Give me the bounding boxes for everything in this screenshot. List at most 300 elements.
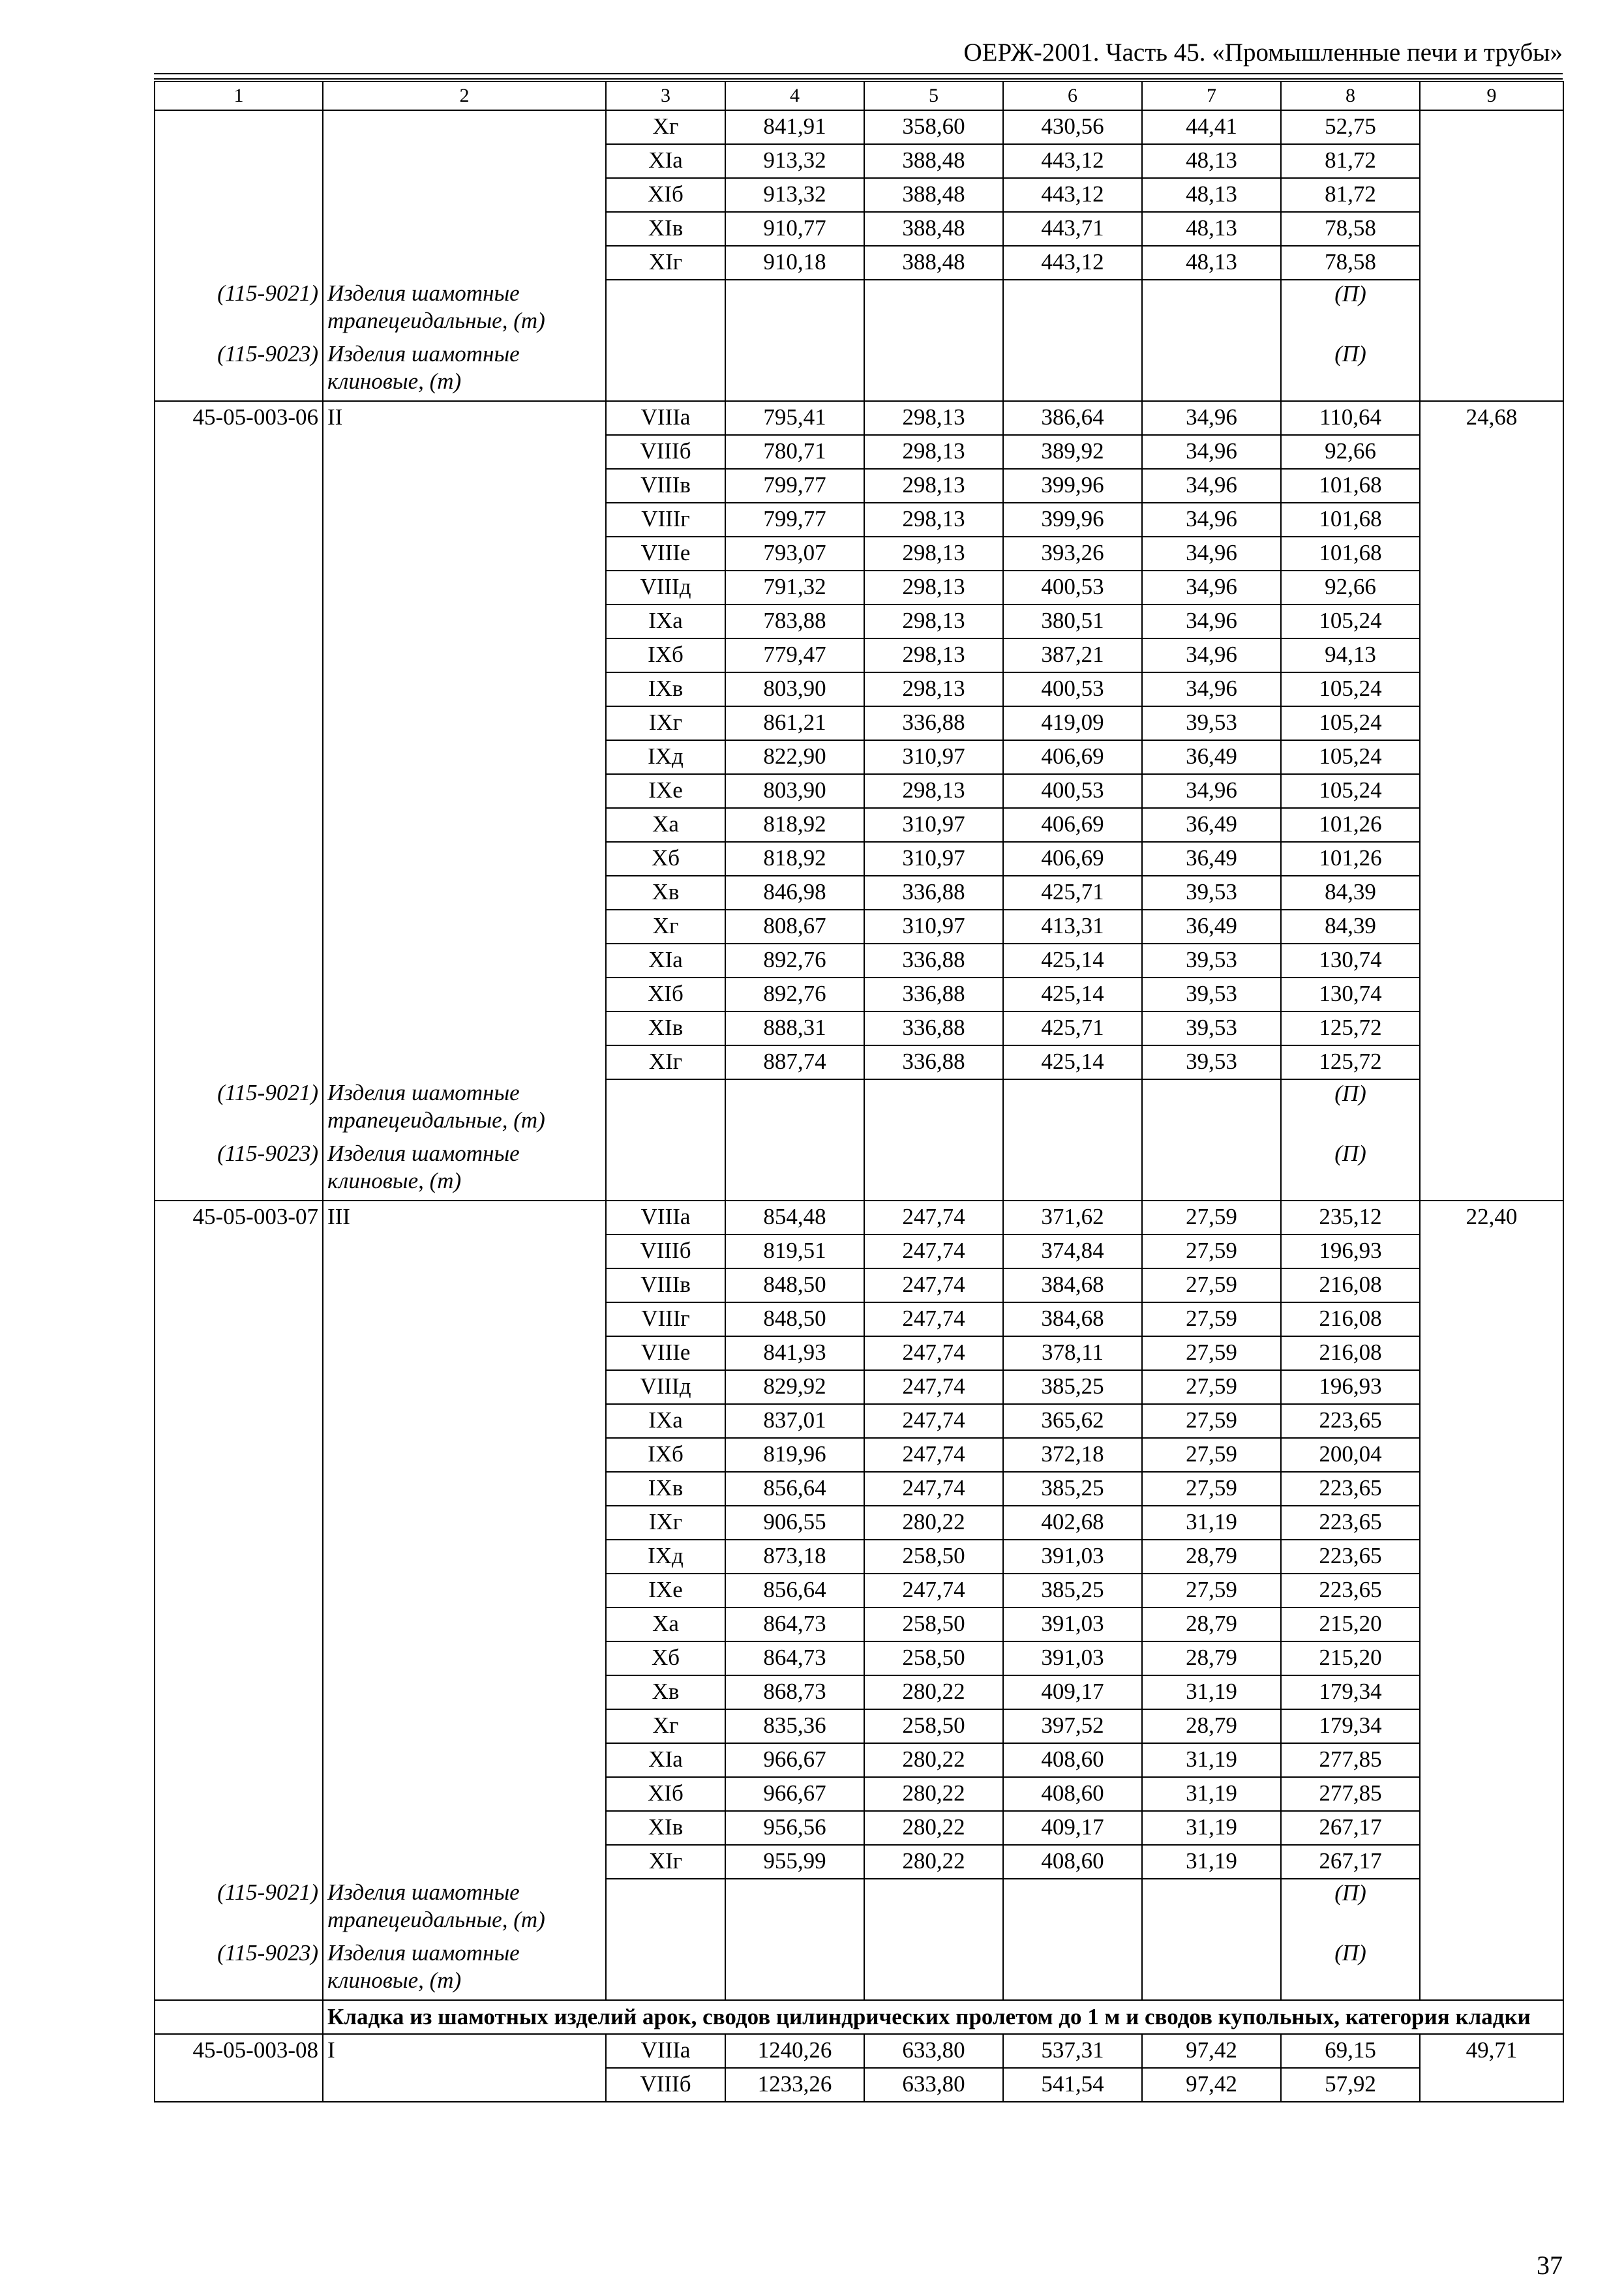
data-cell: 223,65 [1281,1574,1420,1608]
column-number: 3 [606,82,725,110]
column-number: 6 [1003,82,1142,110]
data-cell: 258,50 [864,1641,1003,1675]
empty-cell [323,1743,606,1777]
data-cell: 31,19 [1142,1811,1281,1845]
empty-cell [323,1675,606,1709]
data-cell: 247,74 [864,1234,1003,1268]
price-table [154,81,1564,2102]
data-cell: 105,24 [1281,774,1420,808]
empty-cell [725,1939,864,2000]
data-cell: 822,90 [725,740,864,774]
data-cell: 406,69 [1003,842,1142,876]
data-cell: 215,20 [1281,1641,1420,1675]
data-cell: IХб [606,1438,725,1472]
empty-cell [323,1608,606,1641]
data-cell: 48,13 [1142,212,1281,246]
empty-cell [323,571,606,605]
empty-cell [725,1079,864,1140]
data-cell: 34,96 [1142,469,1281,503]
data-cell: 52,75 [1281,110,1420,144]
column-number: 7 [1142,82,1281,110]
data-cell: 848,50 [725,1268,864,1302]
empty-cell [155,876,323,910]
data-cell: 443,71 [1003,212,1142,246]
data-cell: 391,03 [1003,1540,1142,1574]
data-cell: 386,64 [1003,401,1142,435]
data-cell: 336,88 [864,978,1003,1011]
data-cell: 955,99 [725,1845,864,1879]
column-number: 2 [323,82,606,110]
empty-cell [1420,1438,1563,1472]
data-cell: 36,49 [1142,808,1281,842]
data-cell: 247,74 [864,1370,1003,1404]
empty-cell [725,1879,864,1939]
data-cell: 808,67 [725,910,864,944]
resource-qty: (П) [1281,280,1420,340]
data-cell: 258,50 [864,1709,1003,1743]
empty-cell [1420,212,1563,246]
data-cell: 841,93 [725,1336,864,1370]
data-cell: 799,77 [725,469,864,503]
data-cell: Хб [606,842,725,876]
data-cell: 633,80 [864,2068,1003,2102]
resource-row [155,280,1563,340]
data-cell: 125,72 [1281,1011,1420,1045]
data-cell: IХг [606,706,725,740]
data-cell: 846,98 [725,876,864,910]
data-cell: 358,60 [864,110,1003,144]
empty-cell [725,1140,864,1201]
empty-cell [606,1879,725,1939]
data-cell: 247,74 [864,1404,1003,1438]
table-row [155,740,1563,774]
data-cell: IХв [606,1472,725,1506]
resource-row [155,1939,1563,2000]
empty-cell [606,280,725,340]
table-row [155,910,1563,944]
data-cell: 36,49 [1142,842,1281,876]
empty-cell [155,1777,323,1811]
data-cell: 280,22 [864,1845,1003,1879]
data-cell: IХв [606,672,725,706]
data-cell: 910,18 [725,246,864,280]
data-cell: 36,49 [1142,910,1281,944]
data-cell: 408,60 [1003,1743,1142,1777]
data-cell: 39,53 [1142,1045,1281,1079]
data-cell: 892,76 [725,944,864,978]
empty-cell [155,672,323,706]
data-cell: VIIIе [606,1336,725,1370]
data-cell: Хг [606,110,725,144]
data-cell: 388,48 [864,178,1003,212]
empty-cell [155,1472,323,1506]
empty-cell [155,1743,323,1777]
page-header: ОЕРЖ-2001. Часть 45. «Промышленные печи и трубы» [963,38,1563,67]
data-cell: 39,53 [1142,706,1281,740]
data-cell: 402,68 [1003,1506,1142,1540]
data-cell: 841,91 [725,110,864,144]
data-cell: 1240,26 [725,2034,864,2068]
data-cell: 803,90 [725,672,864,706]
data-cell: 97,42 [1142,2068,1281,2102]
data-cell: IХа [606,605,725,638]
table-row [155,1404,1563,1438]
data-cell: 425,14 [1003,978,1142,1011]
col9-value: 22,40 [1420,1201,1563,1234]
empty-cell [155,1845,323,1879]
empty-cell [1142,340,1281,401]
data-cell: 400,53 [1003,774,1142,808]
header-rule-double [154,78,1563,80]
data-cell: 34,96 [1142,638,1281,672]
empty-cell [1420,672,1563,706]
empty-cell [323,246,606,280]
empty-cell [323,1011,606,1045]
empty-cell [1003,280,1142,340]
empty-cell [1142,1140,1281,1201]
data-cell: 400,53 [1003,571,1142,605]
data-cell: 365,62 [1003,1404,1142,1438]
empty-cell [155,1268,323,1302]
table-row [155,2034,1563,2068]
table-row [155,774,1563,808]
empty-cell [155,910,323,944]
empty-cell [155,605,323,638]
empty-cell [606,340,725,401]
data-cell: 780,71 [725,435,864,469]
resource-row [155,1140,1563,1201]
empty-cell [155,1608,323,1641]
data-cell: 27,59 [1142,1302,1281,1336]
data-cell: VIIIг [606,1302,725,1336]
data-cell: 34,96 [1142,774,1281,808]
data-cell: 425,14 [1003,1045,1142,1079]
empty-cell [323,1811,606,1845]
resource-code: (115-9023) [155,1939,323,2000]
data-cell: ХIа [606,944,725,978]
data-cell: 848,50 [725,1302,864,1336]
empty-cell [155,842,323,876]
data-cell: 861,21 [725,706,864,740]
data-cell: 336,88 [864,944,1003,978]
data-cell: 393,26 [1003,537,1142,571]
empty-cell [155,1540,323,1574]
empty-cell [155,1302,323,1336]
data-cell: 31,19 [1142,1675,1281,1709]
table-row [155,1811,1563,1845]
table-row [155,876,1563,910]
empty-cell [1420,435,1563,469]
data-cell: 388,48 [864,246,1003,280]
data-cell: 298,13 [864,503,1003,537]
data-cell: 97,42 [1142,2034,1281,2068]
data-cell: 443,12 [1003,178,1142,212]
empty-cell [323,876,606,910]
data-cell: 818,92 [725,842,864,876]
data-cell: VIIIб [606,2068,725,2102]
data-cell: 223,65 [1281,1540,1420,1574]
resource-code: (115-9023) [155,340,323,401]
data-cell: 906,55 [725,1506,864,1540]
empty-cell [323,1472,606,1506]
data-cell: 378,11 [1003,1336,1142,1370]
data-cell: 196,93 [1281,1370,1420,1404]
data-cell: IХг [606,1506,725,1540]
empty-cell [1003,1079,1142,1140]
data-cell: 27,59 [1142,1370,1281,1404]
data-cell: ХIг [606,1045,725,1079]
data-cell: 388,48 [864,144,1003,178]
empty-cell [155,1370,323,1404]
resource-name: Изделия шамотные клиновые, (т) [323,1140,606,1201]
table-row [155,571,1563,605]
data-cell: 336,88 [864,1011,1003,1045]
data-cell: 31,19 [1142,1743,1281,1777]
data-cell: 829,92 [725,1370,864,1404]
empty-cell [1420,1045,1563,1079]
data-cell: 913,32 [725,178,864,212]
empty-cell [155,1641,323,1675]
data-cell: 298,13 [864,435,1003,469]
data-cell: 913,32 [725,144,864,178]
table-row [155,1641,1563,1675]
empty-cell [1420,1709,1563,1743]
table-row [155,144,1563,178]
data-cell: ХIа [606,144,725,178]
empty-cell [155,808,323,842]
empty-cell [323,672,606,706]
data-cell: VIIIб [606,435,725,469]
data-cell: 48,13 [1142,178,1281,212]
data-cell: 280,22 [864,1811,1003,1845]
empty-cell [155,537,323,571]
resource-name: Изделия шамотные клиновые, (т) [323,1939,606,2000]
data-cell: ХIб [606,1777,725,1811]
empty-cell [323,1404,606,1438]
data-cell: 28,79 [1142,1709,1281,1743]
empty-cell [1420,1879,1563,1939]
data-cell: 78,58 [1281,246,1420,280]
empty-cell [323,740,606,774]
data-cell: 400,53 [1003,672,1142,706]
empty-cell [864,1140,1003,1201]
masonry-category: II [323,401,606,435]
header-rule [154,73,1563,74]
data-cell: 310,97 [864,808,1003,842]
table-row [155,1845,1563,1879]
data-cell: 81,72 [1281,178,1420,212]
data-cell: 892,76 [725,978,864,1011]
resource-code: (115-9021) [155,1879,323,1939]
data-cell: 280,22 [864,1675,1003,1709]
data-cell: 803,90 [725,774,864,808]
empty-cell [1420,1939,1563,2000]
data-cell: 888,31 [725,1011,864,1045]
empty-cell [1420,706,1563,740]
resource-row [155,1079,1563,1140]
empty-cell [864,340,1003,401]
empty-cell [1420,1079,1563,1140]
empty-cell [323,1234,606,1268]
data-cell: 793,07 [725,537,864,571]
table-row [155,178,1563,212]
column-number: 4 [725,82,864,110]
empty-cell [323,638,606,672]
data-cell: 336,88 [864,1045,1003,1079]
empty-cell [1420,1506,1563,1540]
data-cell: 247,74 [864,1201,1003,1234]
empty-cell [1420,178,1563,212]
data-cell: 298,13 [864,605,1003,638]
table-row [155,2068,1563,2102]
data-cell: Ха [606,808,725,842]
table-row [155,1370,1563,1404]
data-cell: 310,97 [864,910,1003,944]
data-cell: 81,72 [1281,144,1420,178]
resource-name: Изделия шамотные трапецеидальные, (т) [323,1879,606,1939]
empty-cell [323,808,606,842]
empty-cell [323,605,606,638]
data-cell: 235,12 [1281,1201,1420,1234]
empty-cell [1420,1845,1563,1879]
data-cell: 795,41 [725,401,864,435]
data-cell: 425,71 [1003,1011,1142,1045]
empty-cell [1420,876,1563,910]
table-row [155,1045,1563,1079]
empty-cell [1420,774,1563,808]
empty-cell [323,706,606,740]
empty-cell [606,1079,725,1140]
data-cell: VIIIа [606,401,725,435]
data-cell: 799,77 [725,503,864,537]
data-cell: 391,03 [1003,1608,1142,1641]
resource-name: Изделия шамотные клиновые, (т) [323,340,606,401]
empty-cell [155,740,323,774]
empty-cell [155,1574,323,1608]
data-cell: 298,13 [864,537,1003,571]
data-cell: 92,66 [1281,435,1420,469]
empty-cell [1420,1608,1563,1641]
data-cell: 1233,26 [725,2068,864,2102]
data-cell: 223,65 [1281,1506,1420,1540]
empty-cell [1420,1268,1563,1302]
data-cell: 34,96 [1142,401,1281,435]
empty-cell [1420,638,1563,672]
data-cell: 101,68 [1281,503,1420,537]
empty-cell [1420,1641,1563,1675]
data-cell: 31,19 [1142,1845,1281,1879]
data-cell: 34,96 [1142,571,1281,605]
data-cell: 34,96 [1142,537,1281,571]
empty-cell [1420,1777,1563,1811]
column-number: 9 [1420,82,1563,110]
data-cell: 298,13 [864,638,1003,672]
empty-cell [323,110,606,144]
empty-cell [1142,1939,1281,2000]
table-row [155,638,1563,672]
empty-cell [1420,1743,1563,1777]
empty-cell [864,1939,1003,2000]
empty-cell [1142,1079,1281,1140]
empty-cell [606,1140,725,1201]
empty-cell [725,340,864,401]
data-cell: ХIв [606,1811,725,1845]
data-cell: 101,26 [1281,808,1420,842]
empty-cell [1420,910,1563,944]
empty-cell [1420,1302,1563,1336]
data-cell: 380,51 [1003,605,1142,638]
empty-cell [155,212,323,246]
resource-qty: (П) [1281,1879,1420,1939]
data-cell: 835,36 [725,1709,864,1743]
empty-cell [155,944,323,978]
empty-cell [155,571,323,605]
data-cell: 537,31 [1003,2034,1142,2068]
data-cell: 298,13 [864,401,1003,435]
data-cell: 419,09 [1003,706,1142,740]
table-row [155,1201,1563,1234]
data-cell: VIIIб [606,1234,725,1268]
data-cell: 397,52 [1003,1709,1142,1743]
data-cell: 310,97 [864,740,1003,774]
data-cell: 179,34 [1281,1709,1420,1743]
data-cell: ХIг [606,1845,725,1879]
data-cell: Ха [606,1608,725,1641]
empty-cell [1420,808,1563,842]
data-cell: 336,88 [864,876,1003,910]
table-row [155,808,1563,842]
empty-cell [323,1641,606,1675]
data-cell: ХIв [606,1011,725,1045]
data-cell: 48,13 [1142,246,1281,280]
empty-cell [1420,340,1563,401]
data-cell: 27,59 [1142,1472,1281,1506]
data-cell: 406,69 [1003,740,1142,774]
data-cell: 27,59 [1142,1404,1281,1438]
data-cell: 280,22 [864,1743,1003,1777]
table-row [155,537,1563,571]
empty-cell [1420,1140,1563,1201]
data-cell: 39,53 [1142,944,1281,978]
table-row [155,1675,1563,1709]
empty-cell [155,503,323,537]
data-cell: 247,74 [864,1472,1003,1506]
data-cell: 966,67 [725,1743,864,1777]
empty-cell [323,1777,606,1811]
data-cell: 39,53 [1142,876,1281,910]
data-cell: 27,59 [1142,1574,1281,1608]
empty-cell [155,1404,323,1438]
empty-cell [1142,1879,1281,1939]
data-cell: Хв [606,876,725,910]
table-row [155,246,1563,280]
data-cell: 27,59 [1142,1234,1281,1268]
data-cell: 391,03 [1003,1641,1142,1675]
empty-cell [323,435,606,469]
data-cell: 387,21 [1003,638,1142,672]
empty-cell [155,1336,323,1370]
data-cell: IХд [606,740,725,774]
table-row [155,401,1563,435]
empty-cell [155,1011,323,1045]
empty-cell [1420,1540,1563,1574]
data-cell: 541,54 [1003,2068,1142,2102]
data-cell: 399,96 [1003,469,1142,503]
empty-cell [323,1709,606,1743]
resource-row [155,1879,1563,1939]
empty-cell [1420,944,1563,978]
data-cell: 31,19 [1142,1506,1281,1540]
